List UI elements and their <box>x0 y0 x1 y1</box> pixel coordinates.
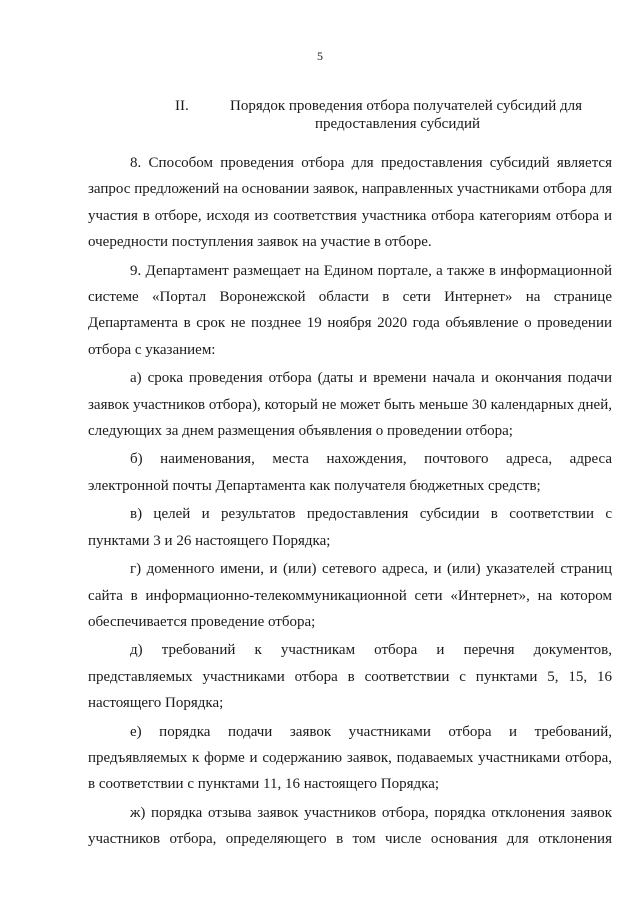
paragraph-9-zh: ж) порядка отзыва заявок участников отбора, порядка отклонения заявок участников отбора, определяющего в том числе основания для отклонения <box>88 804 612 848</box>
section-title-line-2: предоставления субсидий <box>315 116 481 132</box>
paragraph-9-b: б) наименования, места нахождения, почтового адреса, адреса электронной почты Департамента как получателя бюджетных средств; <box>88 451 612 494</box>
paragraph-8: 8. Способом проведения отбора для предоставления субсидий является запрос предложений на основании заявок, направленных участниками отбора для участия в отборе, исходя из соответствия участника отбора категориям отбора и очередности поступления заявок на участие в отборе. <box>88 155 612 251</box>
section-title-line-1: Порядок проведения отбора получателей субсидий для <box>230 98 583 114</box>
paragraph-9-e: е) порядка подачи заявок участниками отбора и требований, предъявляемых к форме и содержанию заявок, подаваемых участниками отбора, в соответствии с пунктами 11, 16 настоящего Порядка; <box>88 723 612 793</box>
paragraph-9-d: д) требований к участникам отбора и перечня документов, представляемых участниками отбора в соответствии с пунктами 5, 15, 16 настоящего Порядка; <box>88 642 612 712</box>
page-number: 5 <box>317 49 323 63</box>
paragraph-9-a: а) срока проведения отбора (даты и времени начала и окончания подачи заявок участников отбора), который не может быть меньше 30 календарных дней, следующих за днем размещения объявления о проведении отбора; <box>88 370 612 440</box>
section-number: II. <box>175 98 189 114</box>
document-body <box>88 150 612 855</box>
paragraph-9-g: г) доменного имени, и (или) сетевого адреса, и (или) указателей страниц сайта в информационно-телекоммуникационной сети «Интернет», на котором обеспечивается проведение отбора; <box>88 561 612 630</box>
paragraph-9: 9. Департамент размещает на Едином портале, а также в информационной системе «Портал Воронежской области в сети Интернет» на странице Департамента в срок не позднее 19 ноября 2020 года объявление о проведении отбора с указанием: <box>88 262 612 358</box>
paragraph-9-v: в) целей и результатов предоставления субсидии в соответствии с пунктами 3 и 26 настоящего Порядка; <box>88 506 612 549</box>
